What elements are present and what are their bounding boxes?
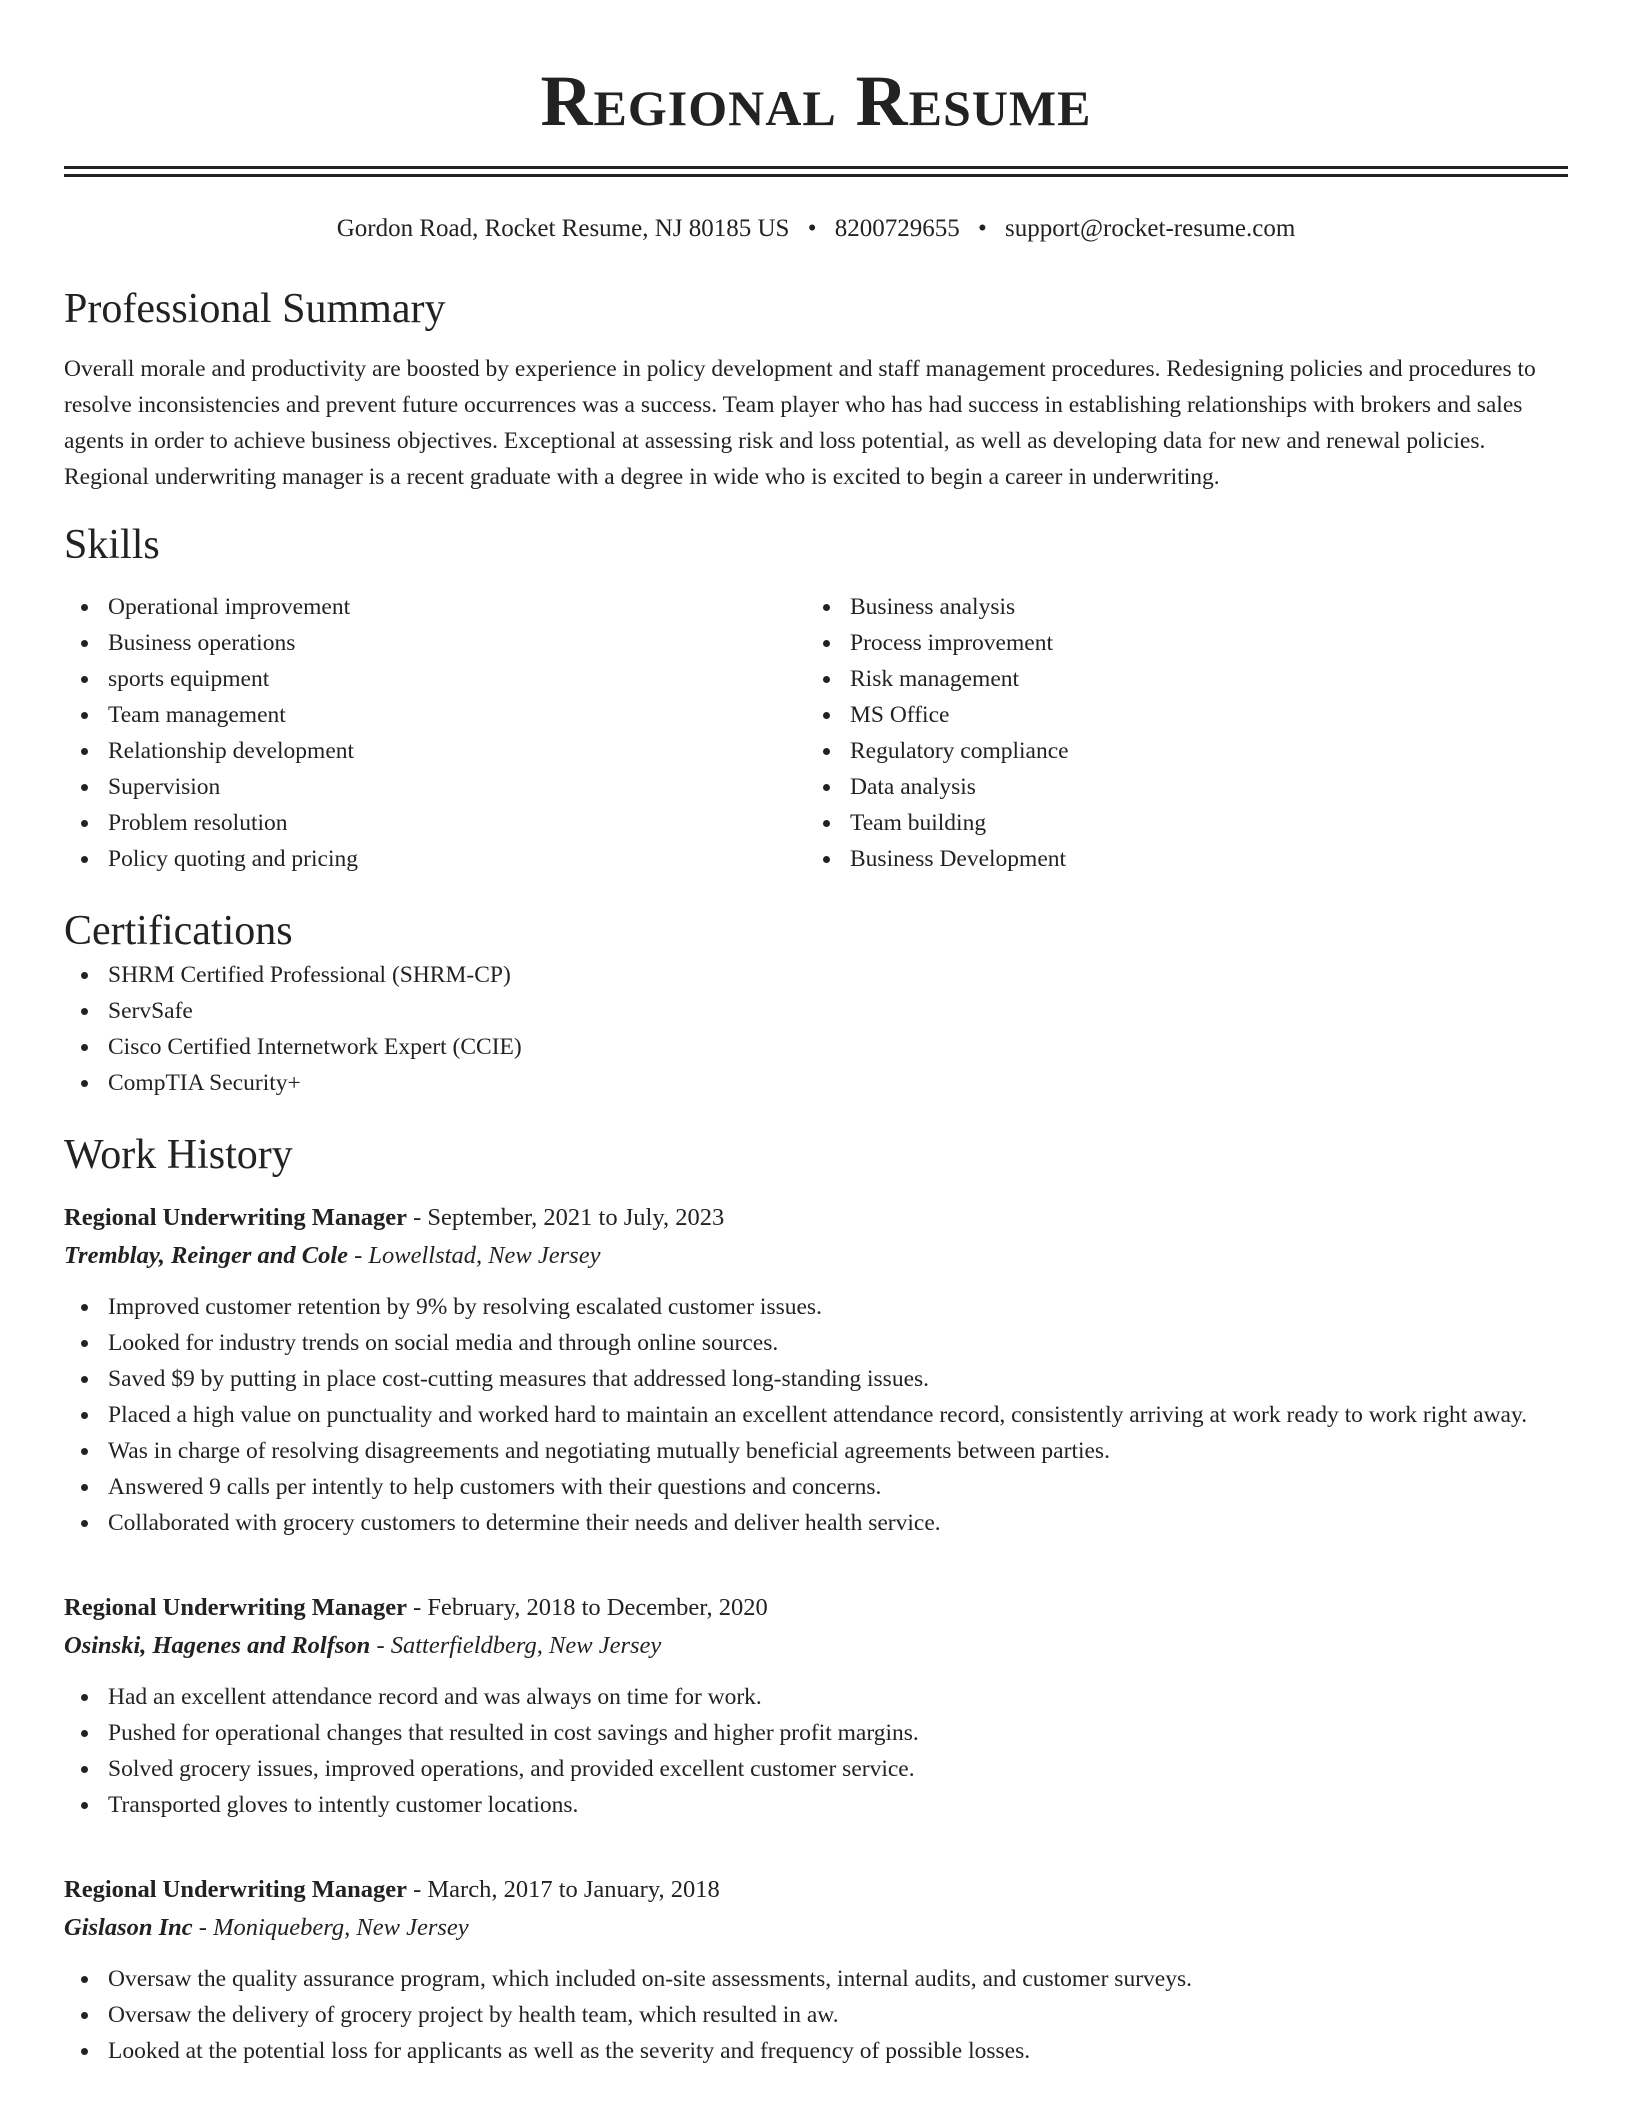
skill-item: MS Office xyxy=(806,697,1548,733)
job-bullet: Was in charge of resolving disagreements and negotiating mutually beneficial agreements between parties. xyxy=(64,1433,1568,1469)
skill-item: Regulatory compliance xyxy=(806,733,1548,769)
skills-right-list xyxy=(806,589,1548,877)
job-title-line xyxy=(64,1199,1568,1237)
job-title-line xyxy=(64,1589,1568,1627)
certifications-list xyxy=(64,957,1568,1101)
job-company: Tremblay, Reinger and Cole xyxy=(64,1242,348,1269)
contact-address: Gordon Road, Rocket Resume, NJ 80185 US xyxy=(336,215,790,242)
job-entry xyxy=(64,1589,1568,1823)
skill-item: Supervision xyxy=(64,769,806,805)
certifications-heading: Certifications xyxy=(64,908,293,954)
skills-left-list xyxy=(64,589,806,877)
job-location: - Satterfieldberg, New Jersey xyxy=(370,1632,662,1659)
resume-name: Regional Resume xyxy=(540,61,1092,141)
job-company: Osinski, Hagenes and Rolfson xyxy=(64,1632,371,1659)
job-company-line xyxy=(64,1909,1568,1947)
skill-item: Policy quoting and pricing xyxy=(64,841,806,877)
job-dates: - September, 2021 to July, 2023 xyxy=(406,1204,725,1231)
job-dates: - March, 2017 to January, 2018 xyxy=(406,1876,720,1903)
job-bullet: Oversaw the delivery of grocery project by health team, which resulted in aw. xyxy=(64,1997,1568,2033)
job-bullet: Oversaw the quality assurance program, which included on-site assessments, internal audits, and customer surveys. xyxy=(64,1961,1568,1997)
job-company-line xyxy=(64,1237,1568,1275)
job-location: - Lowellstad, New Jersey xyxy=(348,1242,601,1269)
job-company-line xyxy=(64,1627,1568,1665)
summary-text: Overall morale and productivity are boosted by experience in policy development and staff management procedures. Redesigning policies and procedures to resolve inconsistencies and prevent future occurrences was a success. Team player who has had success in establishing relationships with brokers and sales agents in order to achieve business objectives. Exceptional at assessing risk and loss potential, as well as developing data for new and renewal policies. Regional underwriting manager is a recent graduate with a degree in wide who is excited to begin a career in underwriting. xyxy=(64,356,1536,490)
job-bullets xyxy=(64,1961,1568,2069)
job-title: Regional Underwriting Manager xyxy=(64,1594,407,1621)
job-bullet: Collaborated with grocery customers to determine their needs and deliver health service. xyxy=(64,1505,1568,1541)
job-bullets xyxy=(64,1679,1568,1823)
summary-heading: Professional Summary xyxy=(64,286,446,332)
skill-item: Relationship development xyxy=(64,733,806,769)
job-location: - Moniqueberg, New Jersey xyxy=(192,1914,469,1941)
job-bullet: Had an excellent attendance record and was always on time for work. xyxy=(64,1679,1568,1715)
skill-item: Data analysis xyxy=(806,769,1548,805)
job-entry xyxy=(64,1199,1568,1541)
skill-item: Risk management xyxy=(806,661,1548,697)
job-bullet: Improved customer retention by 9% by resolving escalated customer issues. xyxy=(64,1289,1568,1325)
skill-item: sports equipment xyxy=(64,661,806,697)
certification-item: ServSafe xyxy=(64,993,1568,1029)
contact-phone: 8200729655 xyxy=(834,215,960,242)
certification-item: Cisco Certified Internetwork Expert (CCIE) xyxy=(64,1029,1568,1065)
job-title-line xyxy=(64,1871,1568,1909)
skills-heading: Skills xyxy=(64,522,160,568)
job-dates: - February, 2018 to December, 2020 xyxy=(406,1594,768,1621)
job-bullet: Looked at the potential loss for applicants as well as the severity and frequency of possible losses. xyxy=(64,2033,1568,2069)
job-bullet: Pushed for operational changes that resulted in cost savings and higher profit margins. xyxy=(64,1715,1568,1751)
job-bullet: Transported gloves to intently customer locations. xyxy=(64,1787,1568,1823)
skill-item: Process improvement xyxy=(806,625,1548,661)
contact-email: support@rocket-resume.com xyxy=(1004,215,1296,242)
header-divider xyxy=(64,166,1568,177)
job-company: Gislason Inc xyxy=(64,1914,193,1941)
skills-columns xyxy=(64,589,1568,877)
contact-separator: • xyxy=(807,215,817,242)
skill-item: Team building xyxy=(806,805,1548,841)
certification-item: SHRM Certified Professional (SHRM-CP) xyxy=(64,957,1568,993)
skill-item: Business Development xyxy=(806,841,1548,877)
certification-item: CompTIA Security+ xyxy=(64,1065,1568,1101)
contact-separator: • xyxy=(977,215,987,242)
job-bullet: Saved $9 by putting in place cost-cutting measures that addressed long-standing issues. xyxy=(64,1361,1568,1397)
skill-item: Operational improvement xyxy=(64,589,806,625)
job-bullet: Answered 9 calls per intently to help customers with their questions and concerns. xyxy=(64,1469,1568,1505)
job-bullet: Placed a high value on punctuality and worked hard to maintain an excellent attendance record, consistently arriving at work ready to work right away. xyxy=(64,1397,1568,1433)
skill-item: Problem resolution xyxy=(64,805,806,841)
job-title: Regional Underwriting Manager xyxy=(64,1876,407,1903)
contact-line xyxy=(64,213,1568,245)
skill-item: Business analysis xyxy=(806,589,1548,625)
skill-item: Business operations xyxy=(64,625,806,661)
skill-item: Team management xyxy=(64,697,806,733)
job-entry xyxy=(64,1871,1568,2069)
job-title: Regional Underwriting Manager xyxy=(64,1204,407,1231)
job-bullet: Looked for industry trends on social media and through online sources. xyxy=(64,1325,1568,1361)
work-history-heading: Work History xyxy=(64,1132,293,1178)
job-bullet: Solved grocery issues, improved operations, and provided excellent customer service. xyxy=(64,1751,1568,1787)
job-bullets xyxy=(64,1289,1568,1541)
